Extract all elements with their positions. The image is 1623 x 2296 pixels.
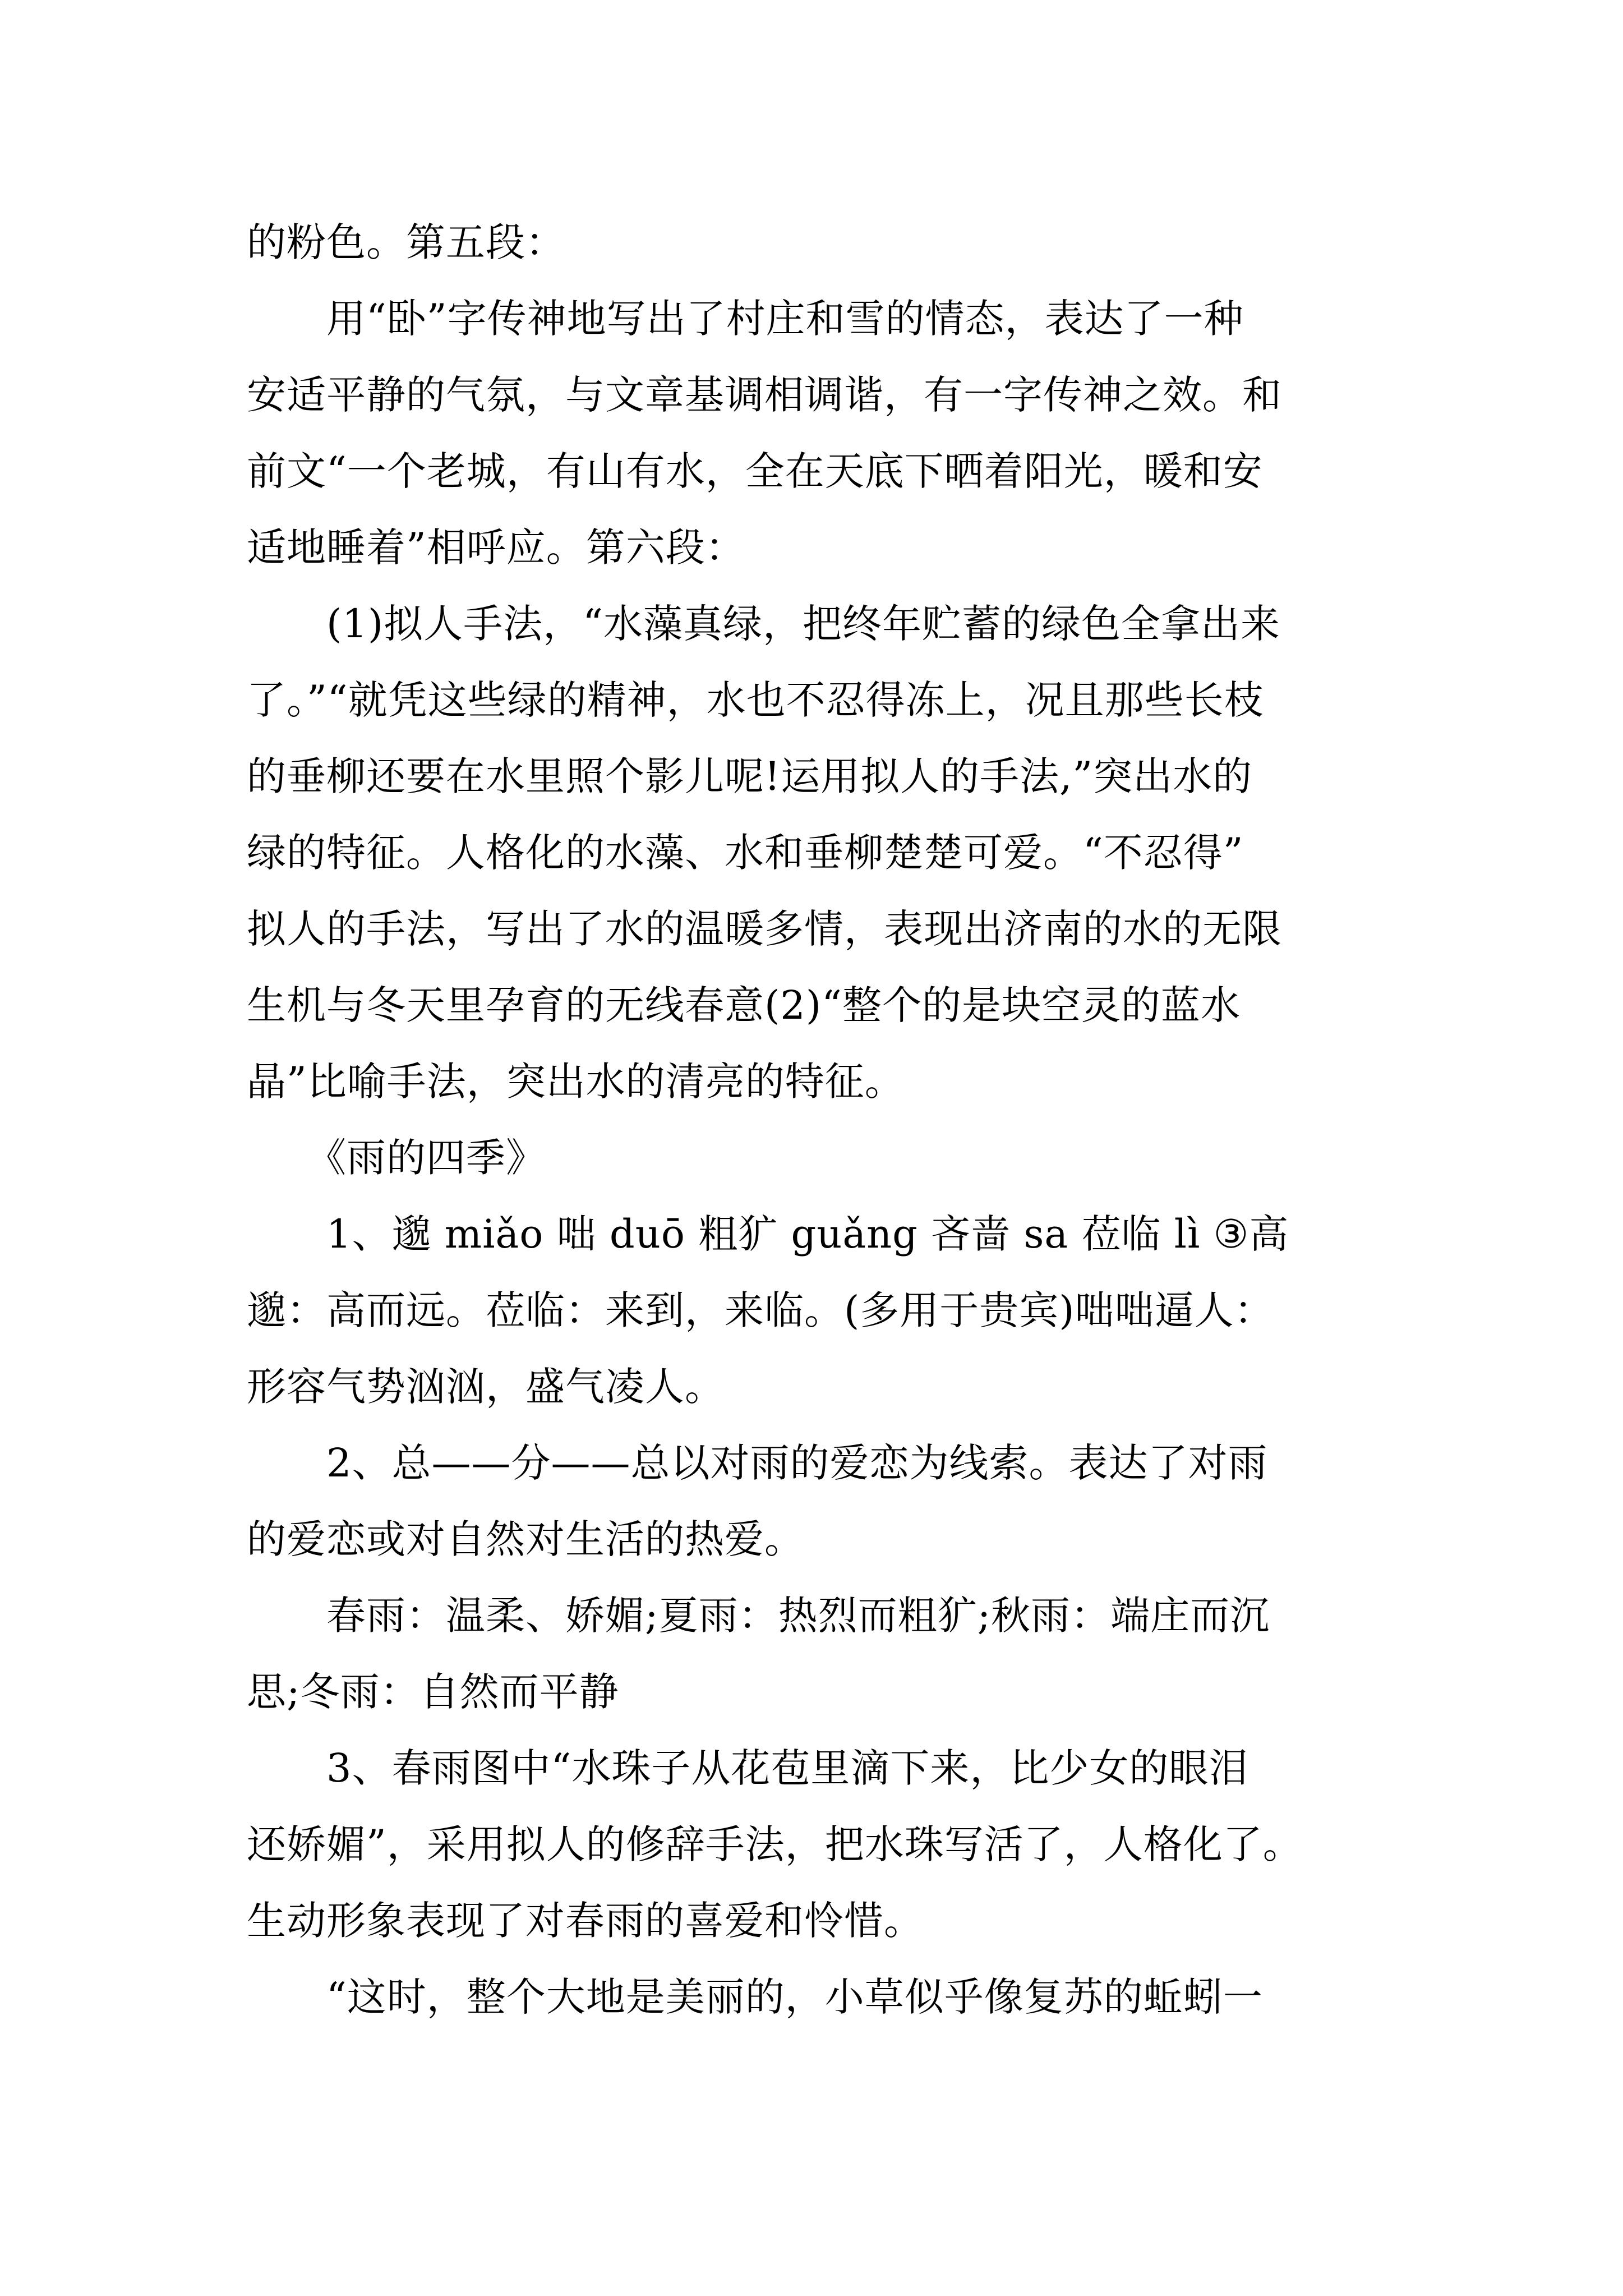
text-line: 生动形象表现了对春雨的喜爱和怜惜。 <box>247 1898 924 1944</box>
text-line: 拟人的手法，写出了水的温暖多情，表现出济南的水的无限 <box>247 906 1282 952</box>
text-line: 适地睡着”相呼应。第六段： <box>247 524 745 570</box>
text-line: 前文“一个老城，有山有水，全在天底下晒着阳光，暖和安 <box>247 448 1263 494</box>
text-line: 春雨：温柔、娇媚;夏雨：热烈而粗犷;秋雨：端庄而沉 <box>247 1593 1270 1639</box>
text-line: 的粉色。第五段： <box>247 219 565 265</box>
text-line: “这时，整个大地是美丽的，小草似乎像复苏的蚯蚓一 <box>247 1974 1263 2020</box>
text-line: 了。”“就凭这些绿的精神，水也不忍得冻上，况且那些长枝 <box>247 677 1264 723</box>
text-line: 安适平静的气氛，与文章基调相调谐，有一字传神之效。和 <box>247 372 1282 418</box>
text-line: 2、总——分——总以对雨的爱恋为线索。表达了对雨 <box>247 1440 1268 1486</box>
text-line: (1)拟人手法，“水藻真绿，把终年贮蓄的绿色全拿出来 <box>247 601 1280 647</box>
text-line: 还娇媚”，采用拟人的修辞手法，把水珠写活了，人格化了。 <box>247 1821 1303 1867</box>
section-heading: 《雨的四季》 <box>247 1135 546 1181</box>
text-line: 邈：高而远。莅临：来到，来临。(多用于贵宾)咄咄逼人： <box>247 1287 1274 1333</box>
text-line: 用“卧”字传神地写出了村庄和雪的情态，表达了一种 <box>247 296 1244 342</box>
text-line: 3、春雨图中“水珠子从花苞里滴下来，比少女的眼泪 <box>247 1745 1249 1791</box>
text-line: 的爱恋或对自然对生活的热爱。 <box>247 1516 804 1562</box>
text-line: 绿的特征。人格化的水藻、水和垂柳楚楚可爱。“不忍得” <box>247 830 1244 876</box>
text-line: 形容气势汹汹，盛气凌人。 <box>247 1364 725 1410</box>
text-line: 思;冬雨：自然而平静 <box>247 1669 619 1715</box>
text-line: 1、邈 miǎo 咄 duō 粗犷 guǎng 吝啬 sa 莅临 lì ③高 <box>247 1211 1289 1257</box>
text-line: 的垂柳还要在水里照个影儿呢!运用拟人的手法,”突出水的 <box>247 753 1253 799</box>
text-line: 晶”比喻手法，突出水的清亮的特征。 <box>247 1059 905 1105</box>
text-line: 生机与冬天里孕育的无线春意(2)“整个的是块空灵的蓝水 <box>247 982 1241 1028</box>
